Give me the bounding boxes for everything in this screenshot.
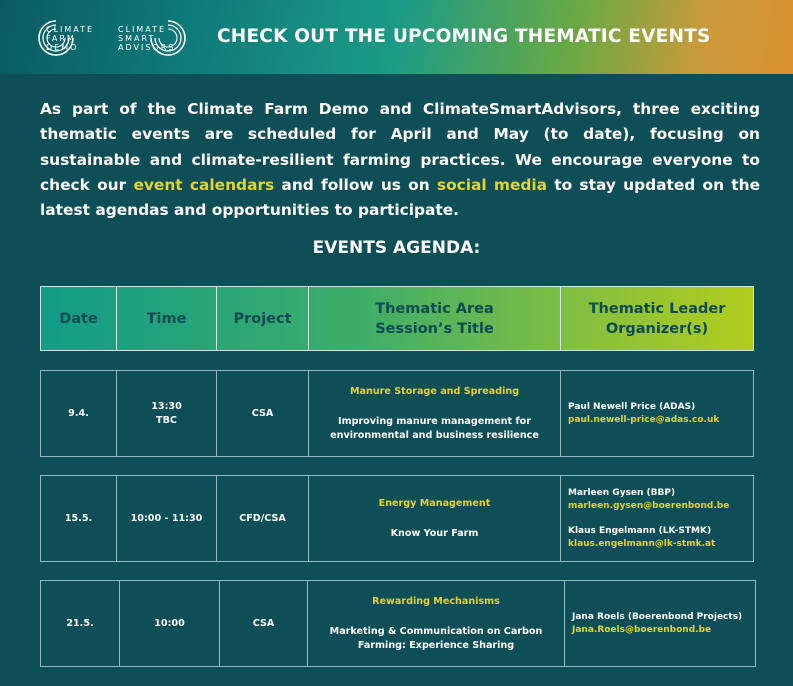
header-project: Project <box>217 287 309 350</box>
social-media-link[interactable]: social media <box>436 175 548 194</box>
row-area-name: Manure Storage and Spreading <box>349 385 520 397</box>
leader-name: Paul Newell Price (ADAS) <box>568 402 696 412</box>
header-area-line2: Session’s Title <box>375 320 494 337</box>
row-thematic-area <box>308 581 565 666</box>
row-project: CFD/CSA <box>217 476 309 561</box>
row-time <box>120 581 220 666</box>
row-project: CSA <box>217 371 309 456</box>
table-row <box>40 580 756 667</box>
logo1-text: CLIMATE FARM DEMO <box>46 24 95 52</box>
intro-paragraph <box>40 97 760 223</box>
logo2-text: CLIMATE SMART ADVISORS <box>118 24 176 52</box>
leader-email-link[interactable]: klaus.engelmann@lk-stmk.at <box>568 538 716 549</box>
leader-email-link[interactable]: marleen.gysen@boerenbond.be <box>568 500 730 511</box>
page-title: CHECK OUT THE UPCOMING THEMATIC EVENTS <box>217 26 711 47</box>
row-time-line1: 10:00 - 11:30 <box>130 512 203 524</box>
header-thematic-leader <box>561 287 753 350</box>
row-time-line2: TBC <box>156 414 177 426</box>
row-time-line1: 13:30 <box>151 400 182 412</box>
row-leaders <box>565 581 755 666</box>
event-calendars-link[interactable]: event calendars <box>133 175 275 194</box>
table-header <box>40 286 754 351</box>
row-time <box>117 371 217 456</box>
leader-name: Marleen Gysen (BBP) <box>568 488 676 498</box>
header-leader-line2: Organizer(s) <box>605 320 709 337</box>
header-banner <box>0 0 793 74</box>
row-time-line1: 10:00 <box>154 617 185 629</box>
row-area-name: Energy Management <box>378 497 491 509</box>
row-date: 9.4. <box>41 371 117 456</box>
leader-name: Jana Roels (Boerenbond Projects) <box>572 612 743 622</box>
leader-email-link[interactable]: Jana.Roels@boerenbond.be <box>572 624 712 635</box>
row-session-title: Marketing & Communication on Carbon Farming: Experience Sharing <box>329 625 543 651</box>
row-session-title: Know Your Farm <box>390 527 479 539</box>
header-date: Date <box>41 287 117 350</box>
row-area-name: Rewarding Mechanisms <box>372 595 500 607</box>
leader-name: Klaus Engelmann (LK-STMK) <box>568 526 712 536</box>
row-leaders <box>561 476 753 561</box>
header-area-line1: Thematic Area <box>375 300 494 317</box>
climate-smart-advisors-logo[interactable] <box>118 16 175 60</box>
agenda-heading: EVENTS AGENDA: <box>312 238 481 258</box>
intro-text-1: As part of the Climate Farm Demo and ClimateSmartAdvisors, three exciting thematic events are scheduled for April and May (to date), focusing on sustainable and climate-resilient farming practices. We encourage everyone to check our <box>40 100 760 194</box>
intro-text-3: to stay updated on the latest agendas and opportunities to participate. <box>40 175 761 220</box>
row-leaders <box>561 371 753 456</box>
row-project: CSA <box>220 581 308 666</box>
intro-text-2: and follow us on <box>274 175 437 194</box>
table-row <box>40 370 754 457</box>
climate-farm-demo-logo[interactable] <box>36 16 94 60</box>
row-session-title: Improving manure management for environmental and business resilience <box>330 415 539 441</box>
row-date: 15.5. <box>41 476 117 561</box>
row-time <box>117 476 217 561</box>
row-thematic-area <box>309 371 561 456</box>
header-leader-line1: Thematic Leader <box>588 300 726 317</box>
header-time: Time <box>117 287 217 350</box>
header-thematic-area <box>309 287 561 350</box>
row-date: 21.5. <box>41 581 120 666</box>
row-thematic-area <box>309 476 561 561</box>
leader-email-link[interactable]: paul.newell-price@adas.co.uk <box>568 414 720 425</box>
table-row <box>40 475 754 562</box>
